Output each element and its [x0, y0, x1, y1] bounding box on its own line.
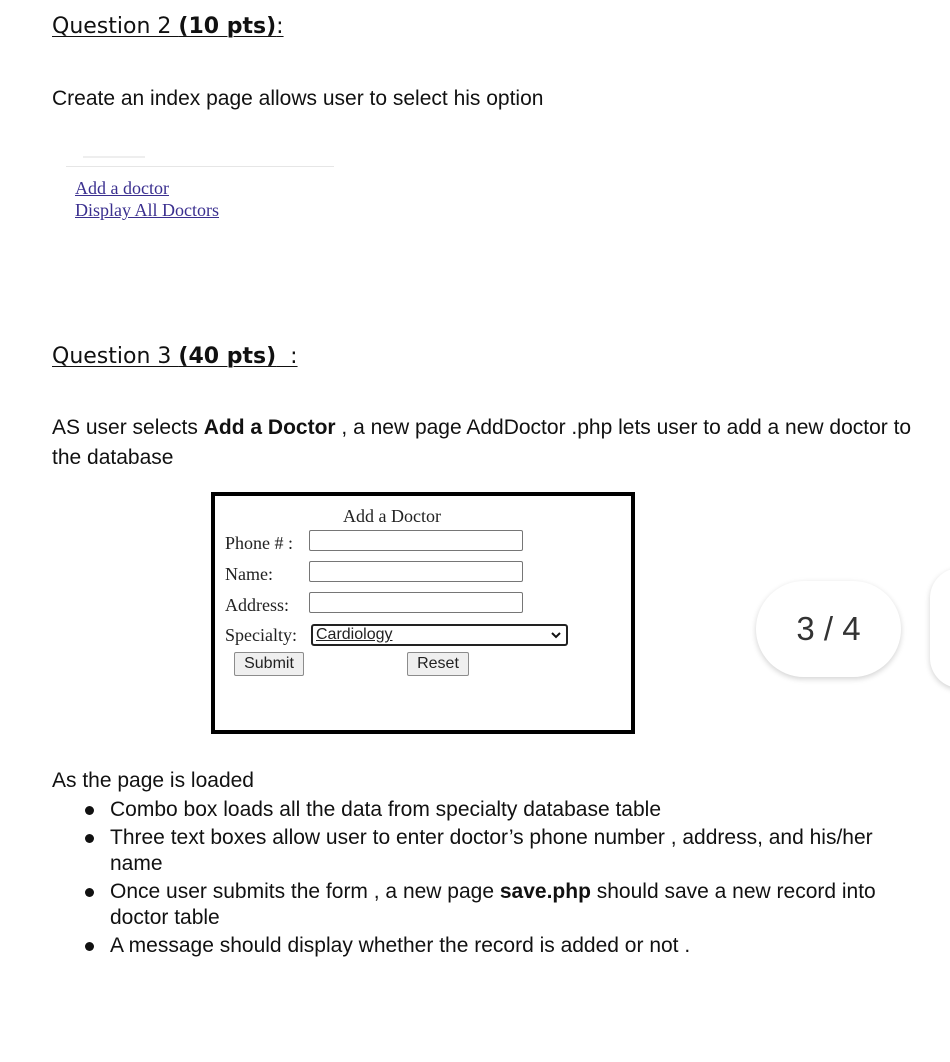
- faint-divider: [66, 166, 334, 167]
- reset-button[interactable]: Reset: [407, 652, 469, 676]
- name-label: Name:: [225, 564, 273, 584]
- list-item: Once user submits the form , a new page save.php should save a new record into doctor table: [52, 879, 922, 931]
- bullet-icon: [85, 834, 94, 843]
- question-2-instruction: Create an index page allows user to select his option: [52, 87, 544, 110]
- list-item: Combo box loads all the data from specialty database table: [52, 797, 922, 823]
- bullet-icon: [85, 806, 94, 815]
- chevron-down-icon: [549, 628, 563, 642]
- form-title: Add a Doctor: [343, 506, 441, 526]
- add-doctor-link[interactable]: Add a doctor: [75, 178, 169, 198]
- address-label: Address:: [225, 595, 289, 615]
- specialty-selected-value: Cardiology: [316, 626, 393, 643]
- submit-button[interactable]: Submit: [234, 652, 304, 676]
- specialty-label: Specialty:: [225, 625, 297, 645]
- specialty-select[interactable]: [311, 624, 568, 646]
- notes-list: [52, 797, 922, 961]
- display-all-doctors-link[interactable]: Display All Doctors: [75, 200, 219, 220]
- phone-input[interactable]: [309, 530, 523, 551]
- page-counter: 3 / 4: [756, 581, 901, 677]
- bullet-icon: [85, 942, 94, 951]
- next-page-bubble[interactable]: [930, 568, 950, 688]
- question-2-heading: Question 2 (10 pts):: [52, 14, 284, 39]
- add-doctor-form: [211, 492, 635, 734]
- notes-lead: As the page is loaded: [52, 769, 254, 792]
- faint-divider-short: [83, 156, 145, 158]
- question-3-heading: Question 3 (40 pts) :: [52, 344, 298, 369]
- question-3-intro: AS user selects Add a Doctor , a new page AddDoctor .php lets user to add a new doctor to the database: [52, 416, 912, 469]
- list-item: Three text boxes allow user to enter doctor’s phone number , address, and his/her name: [52, 825, 922, 877]
- index-links: [75, 177, 219, 221]
- list-item: A message should display whether the record is added or not .: [52, 933, 922, 959]
- bullet-icon: [85, 888, 94, 897]
- address-input[interactable]: [309, 592, 523, 613]
- name-input[interactable]: [309, 561, 523, 582]
- phone-label: Phone # :: [225, 533, 294, 553]
